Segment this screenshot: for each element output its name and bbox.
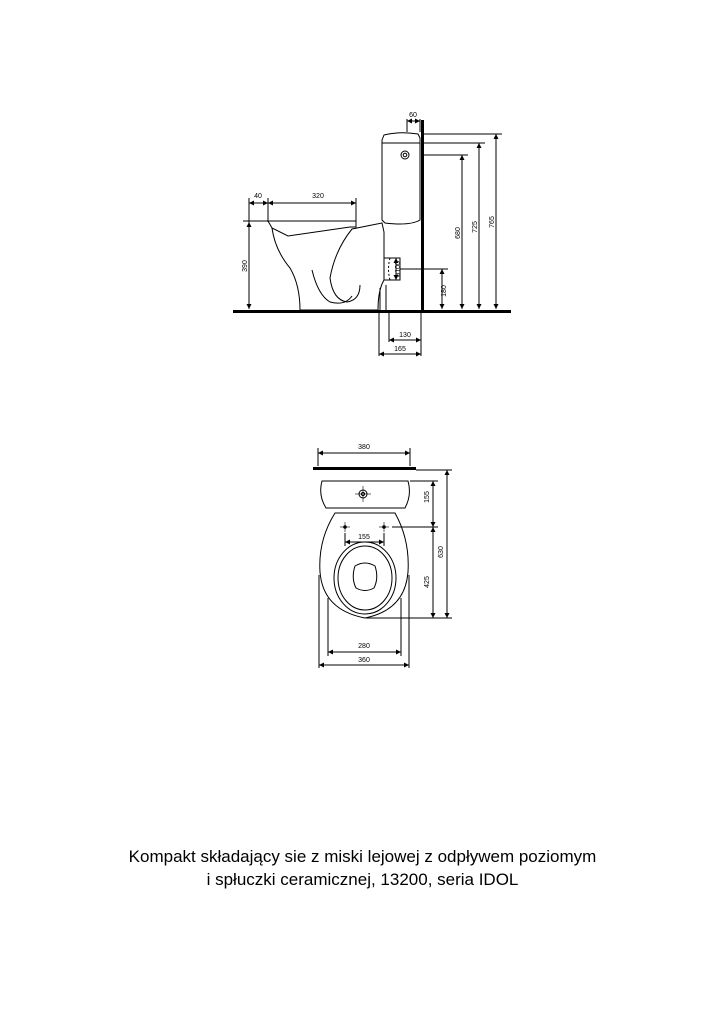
dim-680: 680 — [455, 227, 462, 239]
bowl-top-outline — [320, 513, 408, 618]
dim-630: 630 — [438, 546, 445, 558]
wall-line-top — [313, 467, 416, 470]
dim-165: 165 — [394, 346, 406, 353]
cistern-outline — [382, 133, 420, 224]
dim-765: 765 — [489, 216, 496, 228]
dim-100: ø100 — [395, 261, 402, 277]
top-view-labels — [358, 444, 445, 664]
cistern-top-outline — [321, 481, 410, 508]
fixing-hole-right — [379, 522, 389, 532]
dim-180: 180 — [441, 285, 448, 297]
wall-line — [421, 120, 424, 312]
dim-360: 360 — [358, 657, 370, 664]
dim-390: 390 — [242, 260, 249, 272]
side-view — [233, 119, 511, 356]
caption-line-2: i spłuczki ceramicznej, 13200, seria IDOL — [206, 870, 519, 889]
fixing-hole-left — [340, 522, 350, 532]
dim-380: 380 — [358, 444, 370, 451]
dim-60: 60 — [409, 112, 417, 119]
dim-130: 130 — [399, 332, 411, 339]
flush-button-icon — [401, 151, 409, 159]
drain-outline — [353, 563, 377, 591]
dim-425: 425 — [424, 576, 431, 588]
dim-280: 280 — [358, 643, 370, 650]
dim-320: 320 — [312, 193, 324, 200]
seat-outline — [268, 221, 356, 236]
caption-line-1: Kompakt składający sie z miski lejowej z odpływem poziomym — [128, 847, 597, 866]
dim-155-vertical: 155 — [424, 491, 431, 503]
top-view — [313, 448, 452, 668]
dim-40: 40 — [254, 193, 262, 200]
dim-725: 725 — [472, 221, 479, 233]
seat-inner-outline — [334, 542, 396, 614]
dim-155-horizontal: 155 — [358, 534, 370, 541]
